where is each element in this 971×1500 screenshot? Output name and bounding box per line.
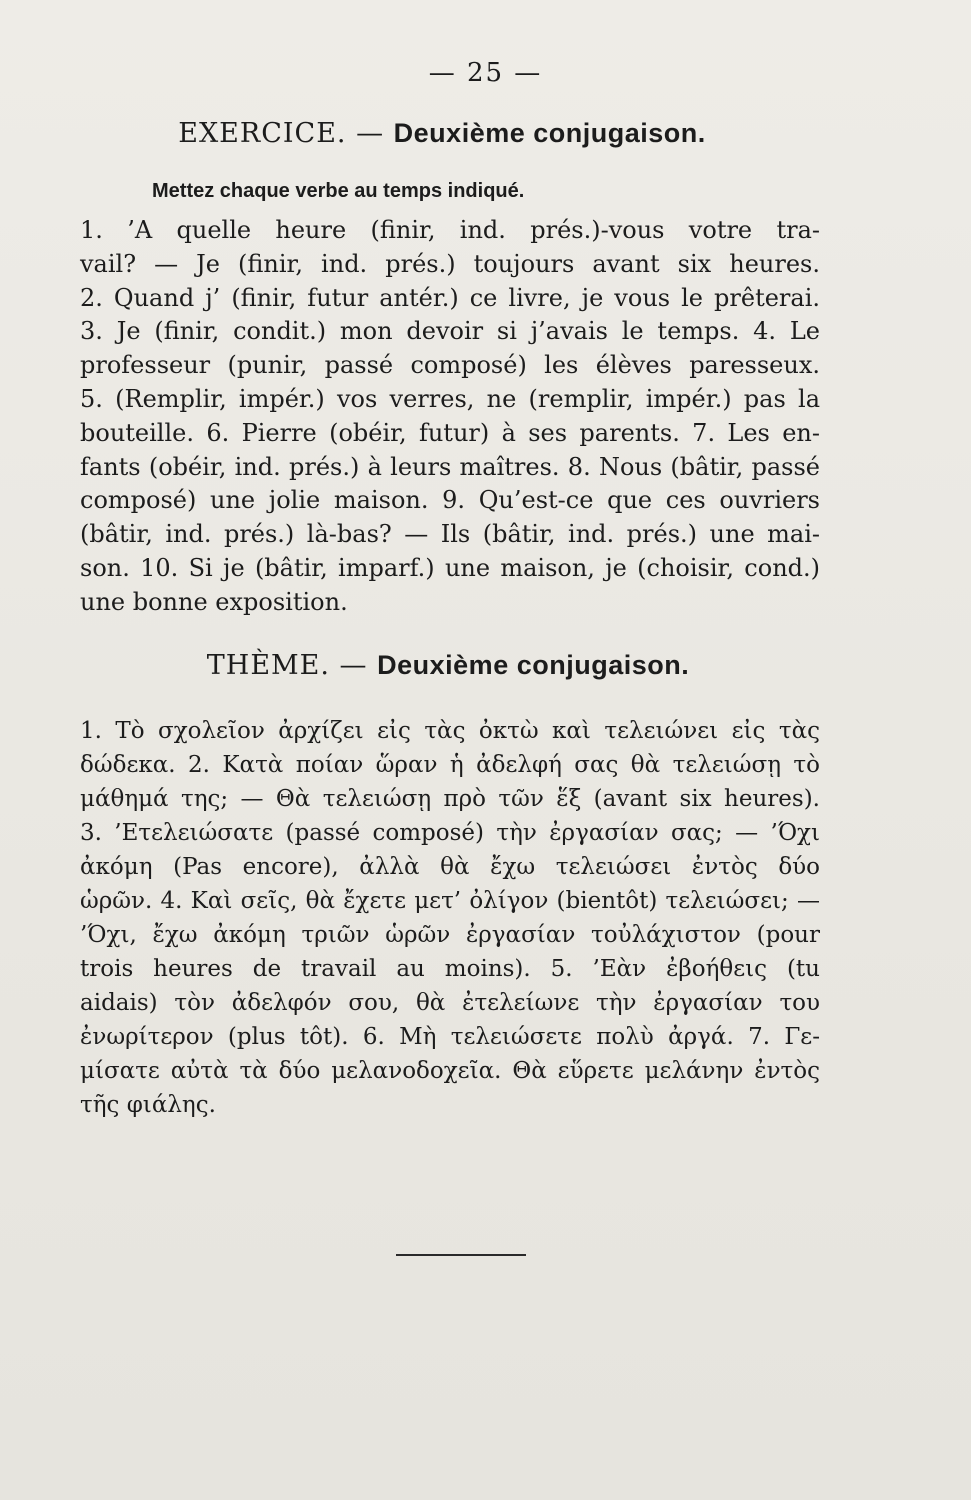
exercise-instruction: Mettez chaque verbe au temps indiqué. (152, 180, 525, 202)
exercise-line: 1. ’A quelle heure (finir, ind. prés.)-vous votre tra- (80, 216, 820, 244)
exercise-heading-subtitle: Deuxième conjugaison. (393, 118, 706, 148)
theme-heading-prefix: THÈME. — (206, 650, 378, 681)
exercise-line: composé) une jolie maison. 9. Qu’est-ce que ces ouvriers (80, 486, 820, 515)
exercise-line: fants (obéir, ind. prés.) à leurs maîtres. 8. Nous (bâtir, passé (80, 452, 820, 481)
theme-line: ’Όχι, ἔχω ἀκόμη τριῶν ὡρῶν ἐργασίαν τοὐλάχιστον (pour (80, 922, 820, 948)
theme-line: ἐνωρίτερον (plus tôt). 6. Μὴ τελειώσετε πολὺ ἀργά. 7. Γε- (80, 1024, 820, 1050)
theme-line: 3. ’Ετελειώσατε (passé composé) τὴν ἐργασίαν σας; — ’Όχι (80, 820, 820, 846)
exercise-line: 5. (Remplir, impér.) vos verres, ne (remplir, impér.) pas la (80, 384, 820, 413)
theme-line: ἀκόμη (Pas encore), ἀλλὰ θὰ ἔχω τελειώσει ἐντὸς δύο (80, 854, 820, 880)
page-number: — 25 — (428, 58, 543, 88)
theme-line: aidais) τὸν ἀδελφόν σου, θὰ ἐτελείωνε τὴν ἐργασίαν του (80, 990, 820, 1016)
theme-line: 1. Τὸ σχολεῖον ἀρχίζει εἰς τὰς ὀκτὼ καὶ τελειώνει εἰς τὰς (80, 718, 820, 744)
exercise-line: professeur (punir, passé composé) les élèves paresseux. (80, 351, 820, 380)
theme-line: trois heures de travail au moins). 5. ’Εὰν ἐβοήθεις (tu (80, 956, 820, 982)
exercise-line: 2. Quand j’ (finir, futur antér.) ce livre, je vous le prêterai. (80, 283, 820, 312)
theme-line: ὡρῶν. 4. Καὶ σεῖς, θὰ ἔχετε μετ’ ὀλίγον (bientôt) τελειώσει; — (80, 888, 820, 914)
exercise-line: (bâtir, ind. prés.) là-bas? — Ils (bâtir, ind. prés.) une mai- (80, 520, 820, 549)
exercise-line: une bonne exposition. (80, 587, 348, 616)
exercise-line: 3. Je (finir, condit.) mon devoir si j’avais le temps. 4. Le (80, 317, 820, 346)
exercise-heading (0, 118, 884, 149)
theme-line: τῆς φιάλης. (80, 1092, 216, 1118)
theme-heading-subtitle: Deuxième conjugaison. (377, 650, 690, 680)
exercise-line: vail? — Je (finir, ind. prés.) toujours avant six heures. (80, 249, 820, 278)
exercise-paragraph (80, 214, 820, 620)
exercise-line: bouteille. 6. Pierre (obéir, futur) à ses parents. 7. Les en- (80, 418, 820, 447)
section-divider-rule (396, 1254, 526, 1256)
theme-heading (6, 650, 890, 681)
theme-line: δώδεκα. 2. Κατὰ ποίαν ὥραν ἡ ἀδελφή σας θὰ τελειώσῃ τὸ (80, 752, 820, 778)
exercise-line: son. 10. Si je (bâtir, imparf.) une maison, je (choisir, cond.) (80, 553, 820, 582)
theme-line: μίσατε αὐτὰ τὰ δύο μελανοδοχεῖα. Θὰ εὕρετε μελάνην ἐντὸς (80, 1058, 820, 1084)
theme-paragraph (80, 714, 820, 1122)
exercise-heading-prefix: EXERCICE. — (178, 118, 394, 149)
theme-line: μάθημά της; — Θὰ τελειώσῃ πρὸ τῶν ἕξ (avant six heures). (80, 786, 820, 812)
